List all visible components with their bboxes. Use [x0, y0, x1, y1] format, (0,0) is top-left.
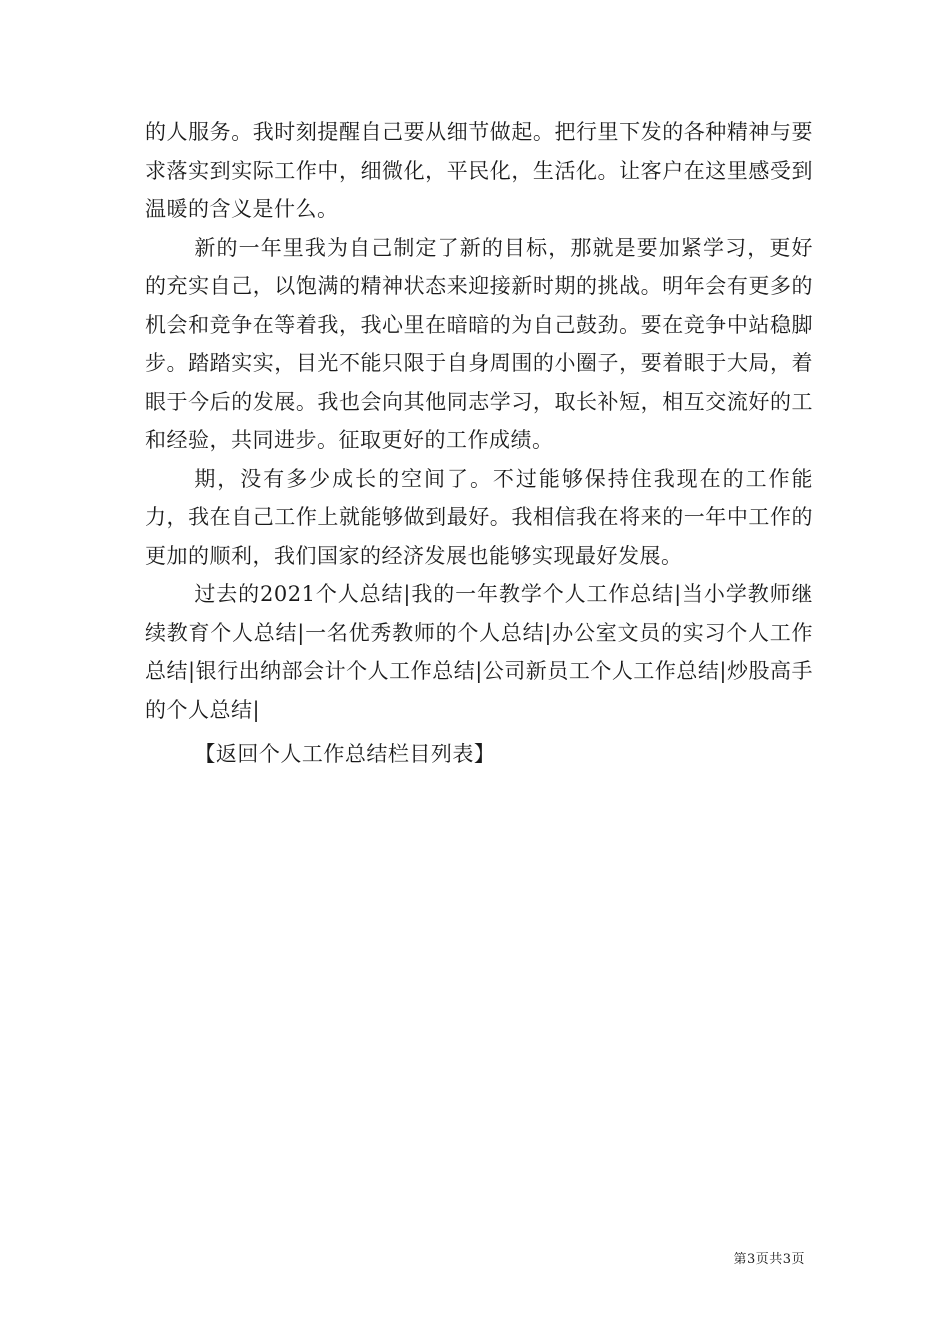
page-number: 第3页共3页 [733, 1252, 805, 1267]
paragraph-3: 期，没有多少成长的空间了。不过能够保持住我现在的工作能力，我在自己工作上就能够做到最好。我相信我在将来的一年中工作的更加的顺利，我们国家的经济发展也能够实现最好发展。 [145, 466, 813, 568]
paragraph-2: 新的一年里我为自己制定了新的目标，那就是要加紧学习，更好的充实自己，以饱满的精神状态来迎接新时期的挑战。明年会有更多的机会和竞争在等着我，我心里在暗暗的为自己鼓劲。要在竞争中站稳脚步。踏踏实实，目光不能只限于自身周围的小圈子，要着眼于大局，着眼于今后的发展。我也会向其他同志学习，取长补短，相互交流好的工和经验，共同进步。征取更好的工作成绩。 [145, 235, 813, 452]
document-body [145, 113, 813, 774]
back-to-list-link[interactable]: 【返回个人工作总结栏目列表】 [194, 742, 496, 766]
paragraph-1: 的人服务。我时刻提醒自己要从细节做起。把行里下发的各种精神与要求落实到实际工作中，细微化，平民化，生活化。让客户在这里感受到温暖的含义是什么。 [145, 120, 813, 221]
related-links[interactable]: 过去的2021个人总结|我的一年教学个人工作总结|当小学教师继续教育个人总结|一名优秀教师的个人总结|办公室文员的实习个人工作总结|银行出纳部会计个人工作总结|公司新员工个人工作总结|炒股高手的个人总结| [145, 582, 813, 722]
